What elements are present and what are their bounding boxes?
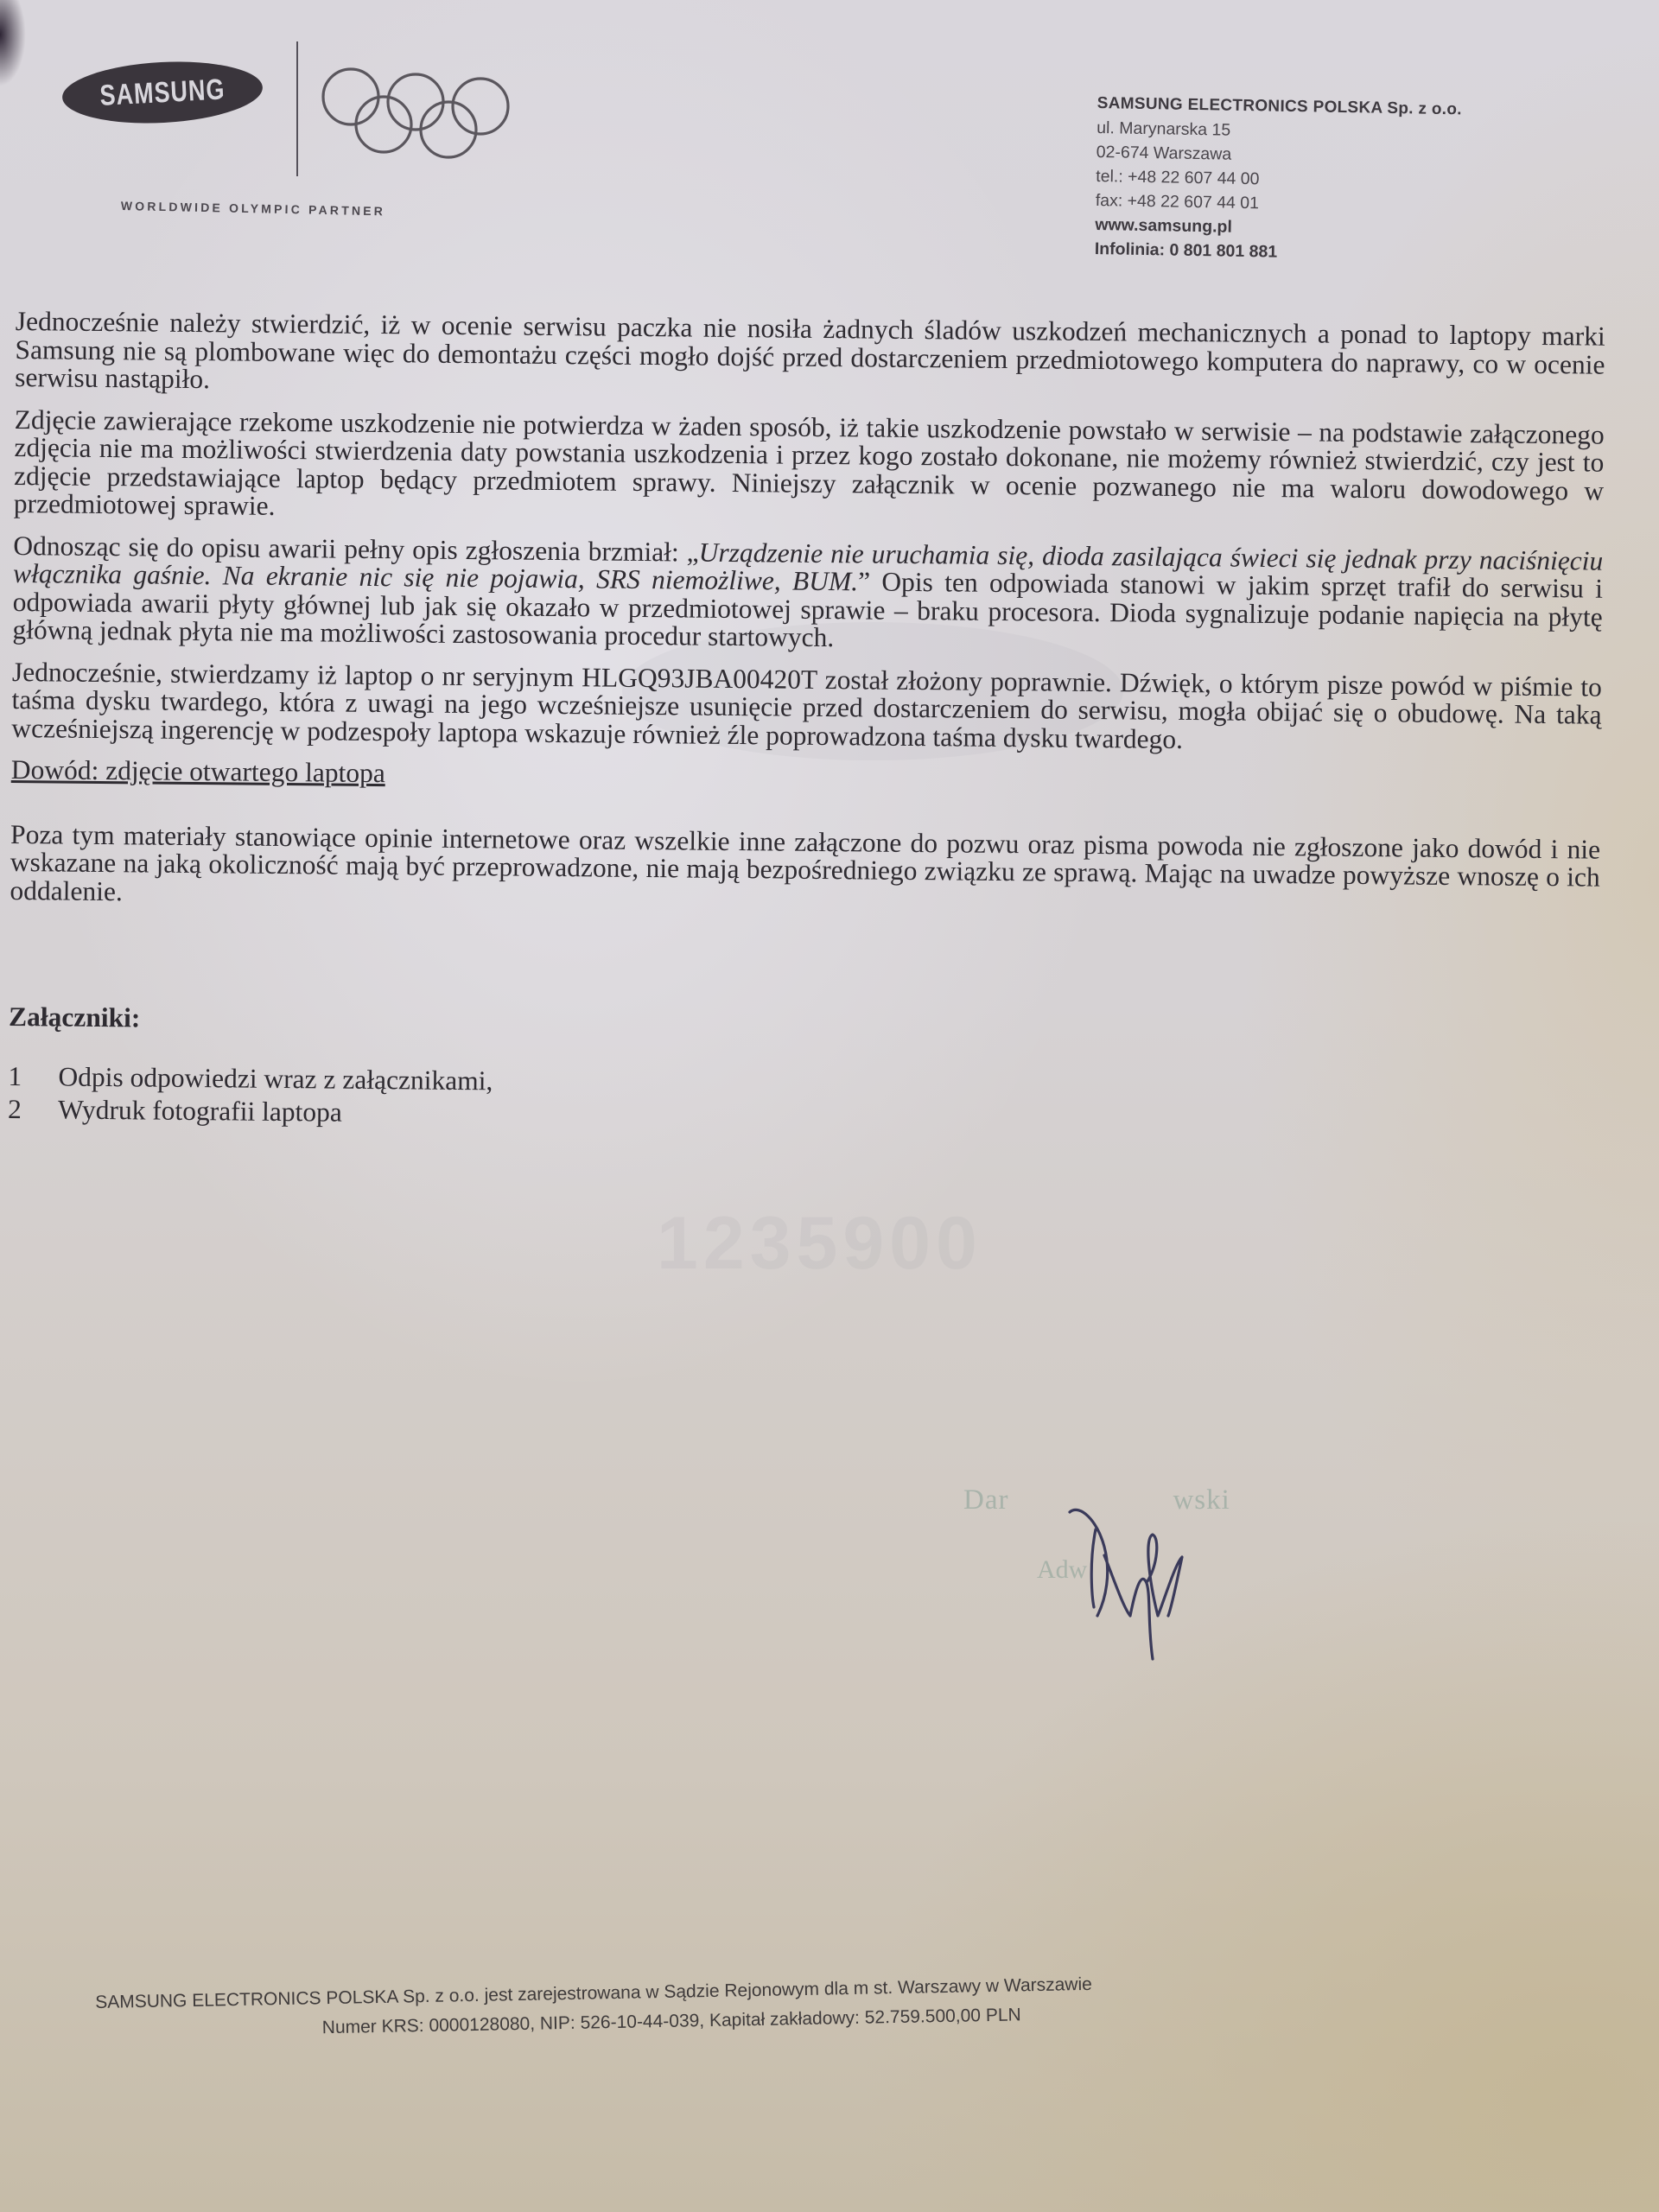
letterhead-logo: [59, 38, 543, 237]
paragraph-service-assessment: Jednocześnie należy stwierdzić, iż w ocenie serwisu paczka nie nosiła żadnych śladów uszkodzeń mechanicznych a ponad to laptopy marki Samsung nie są plombowane więc do demontażu części mogło dojść przed dostarczeniem przedmiotowego komputera do naprawy, co w ocenie serwisu nastąpiło.: [15, 306, 1605, 395]
evidence-note: Dowód: zdjęcie otwartego laptopa: [10, 753, 386, 789]
samsung-logo-text: SAMSUNG: [99, 72, 226, 111]
company-city: 02-674 Warszawa: [1096, 142, 1232, 164]
failure-intro: Odnosząc się do opisu awarii pełny opis zgłoszenia brzmiał: „: [13, 530, 699, 568]
company-website: www.samsung.pl: [1095, 214, 1233, 237]
partner-tagline: WORLDWIDE OLYMPIC PARTNER: [120, 199, 386, 219]
company-street: ul. Marynarska 15: [1096, 118, 1231, 140]
company-hotline: Infolinia: 0 801 801 881: [1094, 238, 1278, 262]
paragraph-closing: Poza tym materiały stanowiące opinie internetowe oraz wszelkie inne załączone do pozwu oraz pisma powoda nie zgłoszone jako dowód i nie wskazane na jaką okoliczność mają być przeprowadzone, nie mają bezpośredniego związku ze sprawą. Mając na uwadze powyższe wnoszę o ich oddalenie.: [10, 818, 1601, 906]
signatory-name-start: Dar: [963, 1484, 1009, 1516]
company-fax: fax: +48 22 607 44 01: [1095, 190, 1260, 213]
paragraph-serial-number: Jednocześnie, stwierdzamy iż laptop o nr seryjnym HLGQ93JBA00420T został złożony poprawnie. Dźwięk, o którym pisze powód w piśmie to taśma dysku twardego, która z uwagi na jego wcześniejsze usunięcie przed dostarczeniem do serwisu, mogła obijać się o obudowę. Na taką wcześniejszą ingerencję w podzespoły laptopa wskazuje również źle poprowadzona taśma dysku twardego.: [11, 656, 1603, 754]
failure-quote: Urządzenie nie uruchamia się, dioda zasilająca świeci się jednak przy naciśnięciu włącznika gaśnie. Na ekranie nic się nie pojawia, SRS niemożliwe, BUM.: [12, 537, 1604, 597]
letter-footer: [95, 1966, 1565, 2043]
watermark-number: 1235900: [657, 1202, 982, 1285]
logo-divider: [296, 41, 298, 176]
failure-rest: ” Opis ten odpowiada stanowi w jakim sprzęt trafił do serwisu i odpowiada awarii płyty głównej lub jak się okazało w przedmiotowej sprawie – braku procesora. Dioda sygnalizuje podanie napięcia na płytę główną jednak płyta nie ma możliwości zastosowania procedur startowych.: [12, 566, 1604, 653]
paragraph-photo-evidence: Zdjęcie zawierające rzekome uszkodzenie nie potwierdza w żaden sposób, iż takie uszkodzenie powstało w serwisie – na podstawie załączonego zdjęcia nie ma możliwości stwierdzenia daty powstania uszkodzenia i przez kogo zostało dokonane, nie możemy również stwierdzić, czy jest to zdjęcie przedstawiające laptop będący przedmiotem sprawy. Niniejszy załącznik w ocenie pozwanego nie ma waloru dowodowego w przedmiotowej sprawie.: [13, 404, 1605, 521]
olympic-rings-icon: [318, 66, 525, 161]
handwritten-signature-icon: [1063, 1486, 1201, 1676]
samsung-logo-icon: [60, 57, 264, 128]
attachment-number: 1: [8, 1060, 22, 1091]
signatory-title-stamp: Adw: [1037, 1555, 1088, 1584]
footer-krs-nip: Numer KRS: 0000128080, NIP: 526-10-44-039, Kapitał zakładowy: 52.759.500,00 PLN: [321, 2005, 1021, 2038]
attachments-heading: Załączniki:: [8, 1001, 141, 1033]
attachment-number: 2: [7, 1093, 22, 1125]
company-address: [1095, 92, 1462, 267]
letter-body: [8, 308, 1605, 1144]
company-name: SAMSUNG ELECTRONICS POLSKA Sp. z o.o.: [1096, 93, 1462, 119]
paragraph-failure-description: [12, 531, 1603, 659]
signature-stamp: [950, 1469, 1313, 1676]
attachment-text: Odpis odpowiedzi wraz z załącznikami,: [58, 1061, 493, 1096]
signatory-name-end: wski: [1173, 1484, 1230, 1516]
attachment-text: Wydruk fotografii laptopa: [57, 1094, 343, 1128]
spacer: [9, 918, 1599, 1019]
photo-edge-shadow: [0, 0, 26, 86]
footer-registration: SAMSUNG ELECTRONICS POLSKA Sp. z o.o. jest zarejestrowana w Sądzie Rejonowym dla m st. Warszawy w Warszawie: [95, 1974, 1093, 2012]
company-tel: tel.: +48 22 607 44 00: [1096, 166, 1260, 189]
